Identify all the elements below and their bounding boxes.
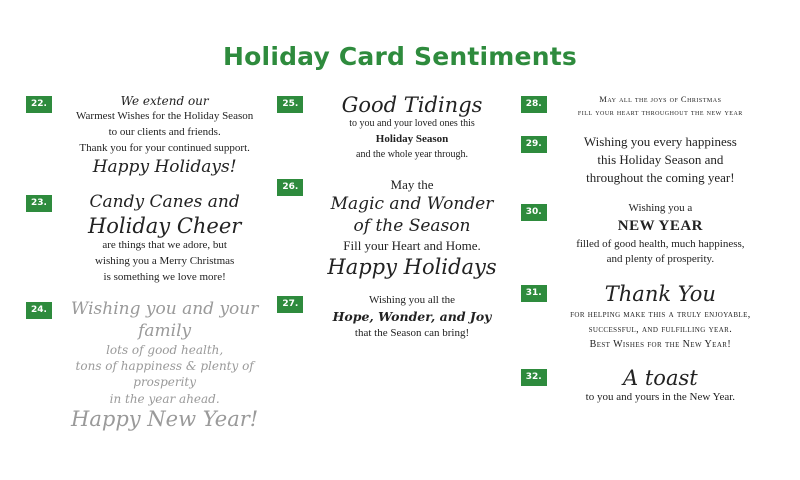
sentiment-line: for helping make this a truly enjoyable, — [570, 308, 751, 320]
sentiment-number-badge: 32. — [521, 369, 547, 386]
sentiment-card — [521, 282, 774, 351]
sentiment-number-badge: 22. — [26, 96, 52, 113]
sentiment-line: wishing you a Merry Christmas — [94, 254, 235, 267]
sentiment-number-badge: 27. — [277, 296, 303, 313]
sentiment-card — [277, 293, 520, 342]
sentiment-card — [26, 93, 277, 178]
sentiment-text — [547, 93, 774, 119]
sentiment-line: in the year ahead. — [109, 391, 220, 406]
sentiment-card — [277, 176, 520, 279]
sentiment-card — [277, 93, 520, 162]
sentiment-text — [547, 133, 774, 188]
sentiment-line: throughout the coming year! — [586, 169, 735, 185]
sentiment-line: Happy New Year! — [71, 406, 259, 431]
sentiment-line: Good Tidings — [341, 93, 483, 117]
sentiment-number-badge: 26. — [277, 179, 303, 196]
sentiment-text — [52, 299, 277, 430]
sentiment-line: A toast — [623, 365, 698, 390]
sentiment-number-badge: 31. — [521, 285, 547, 302]
sentiment-text — [303, 176, 520, 279]
sentiment-line: to you and yours in the New Year. — [585, 390, 736, 403]
sentiment-card — [521, 133, 774, 188]
sentiment-text — [303, 293, 520, 342]
sentiment-card — [521, 201, 774, 268]
sentiment-line: We extend our — [120, 94, 209, 108]
page-title: Holiday Card Sentiments — [223, 42, 577, 71]
sentiment-text — [547, 201, 774, 268]
sentiments-column-3 — [521, 93, 774, 445]
sentiment-line: Thank You — [604, 282, 716, 307]
sentiments-grid — [0, 71, 800, 445]
sentiment-line: May the — [390, 177, 434, 193]
sentiment-number-badge: 25. — [277, 96, 303, 113]
sentiments-column-1 — [26, 93, 277, 445]
sentiment-card — [521, 366, 774, 406]
sentiment-line: Hope, Wonder, and Joy — [332, 309, 492, 325]
sentiment-text — [547, 366, 774, 406]
sentiment-line: Candy Canes and — [89, 192, 240, 213]
sentiment-line: Wishing you all the — [369, 294, 456, 307]
sentiment-line: and plenty of prosperity. — [606, 253, 715, 266]
sentiment-line: Wishing you and your family — [70, 299, 259, 341]
sentiment-line: to you and your loved ones this — [349, 118, 475, 130]
sentiment-line: are things that we adore, but — [102, 238, 227, 251]
sentiment-card — [521, 93, 774, 119]
sentiment-line: Wishing you a — [628, 202, 693, 215]
sentiment-text — [52, 192, 277, 285]
sentiment-line: that the Season can bring! — [354, 326, 470, 339]
sentiment-number-badge: 28. — [521, 96, 547, 113]
sentiment-line: to our clients and friends. — [108, 126, 221, 139]
sentiment-line: NEW YEAR — [617, 218, 703, 234]
sentiment-number-badge: 24. — [26, 302, 52, 319]
sentiment-line: Wishing you every happiness — [583, 133, 737, 149]
sentiment-line: Happy Holidays — [327, 254, 497, 279]
sentiment-number-badge: 30. — [521, 204, 547, 221]
sentiment-text — [303, 93, 520, 162]
sentiment-line: and the whole year through. — [356, 148, 468, 160]
sentiments-column-2 — [277, 93, 520, 445]
sentiment-line: Magic and Wonder — [330, 194, 494, 215]
sentiment-line: Best Wishes for the New Year! — [589, 338, 732, 350]
sentiment-line: this Holiday Season and — [597, 151, 724, 167]
sentiment-line: Happy Holidays! — [92, 157, 237, 177]
sentiment-line: tons of happiness & plenty of prosperity — [75, 359, 254, 390]
sentiment-line: successful, and fulfilling year. — [588, 323, 733, 335]
sentiment-line: Holiday Cheer — [87, 213, 242, 238]
sentiment-text — [52, 93, 277, 178]
sentiment-number-badge: 29. — [521, 136, 547, 153]
sentiment-line: May all the joys of Christmas — [599, 94, 722, 104]
sentiment-line: Warmest Wishes for the Holiday Season — [76, 110, 254, 123]
sentiment-text — [547, 282, 774, 351]
sentiment-line: Fill your Heart and Home. — [343, 237, 481, 253]
sentiment-card — [26, 299, 277, 430]
sentiment-line: filled of good health, much happiness, — [576, 237, 745, 250]
sentiment-line: of the Season — [353, 215, 471, 236]
sentiment-line: Holiday Season — [375, 132, 449, 145]
sentiment-line: fill your heart throughout the new year — [577, 106, 743, 117]
sentiment-line: lots of good health, — [106, 342, 224, 357]
sentiment-card — [26, 192, 277, 285]
sentiment-line: is something we love more! — [103, 270, 226, 283]
sentiment-line: Thank you for your continued support. — [79, 142, 250, 155]
sentiment-number-badge: 23. — [26, 195, 52, 212]
